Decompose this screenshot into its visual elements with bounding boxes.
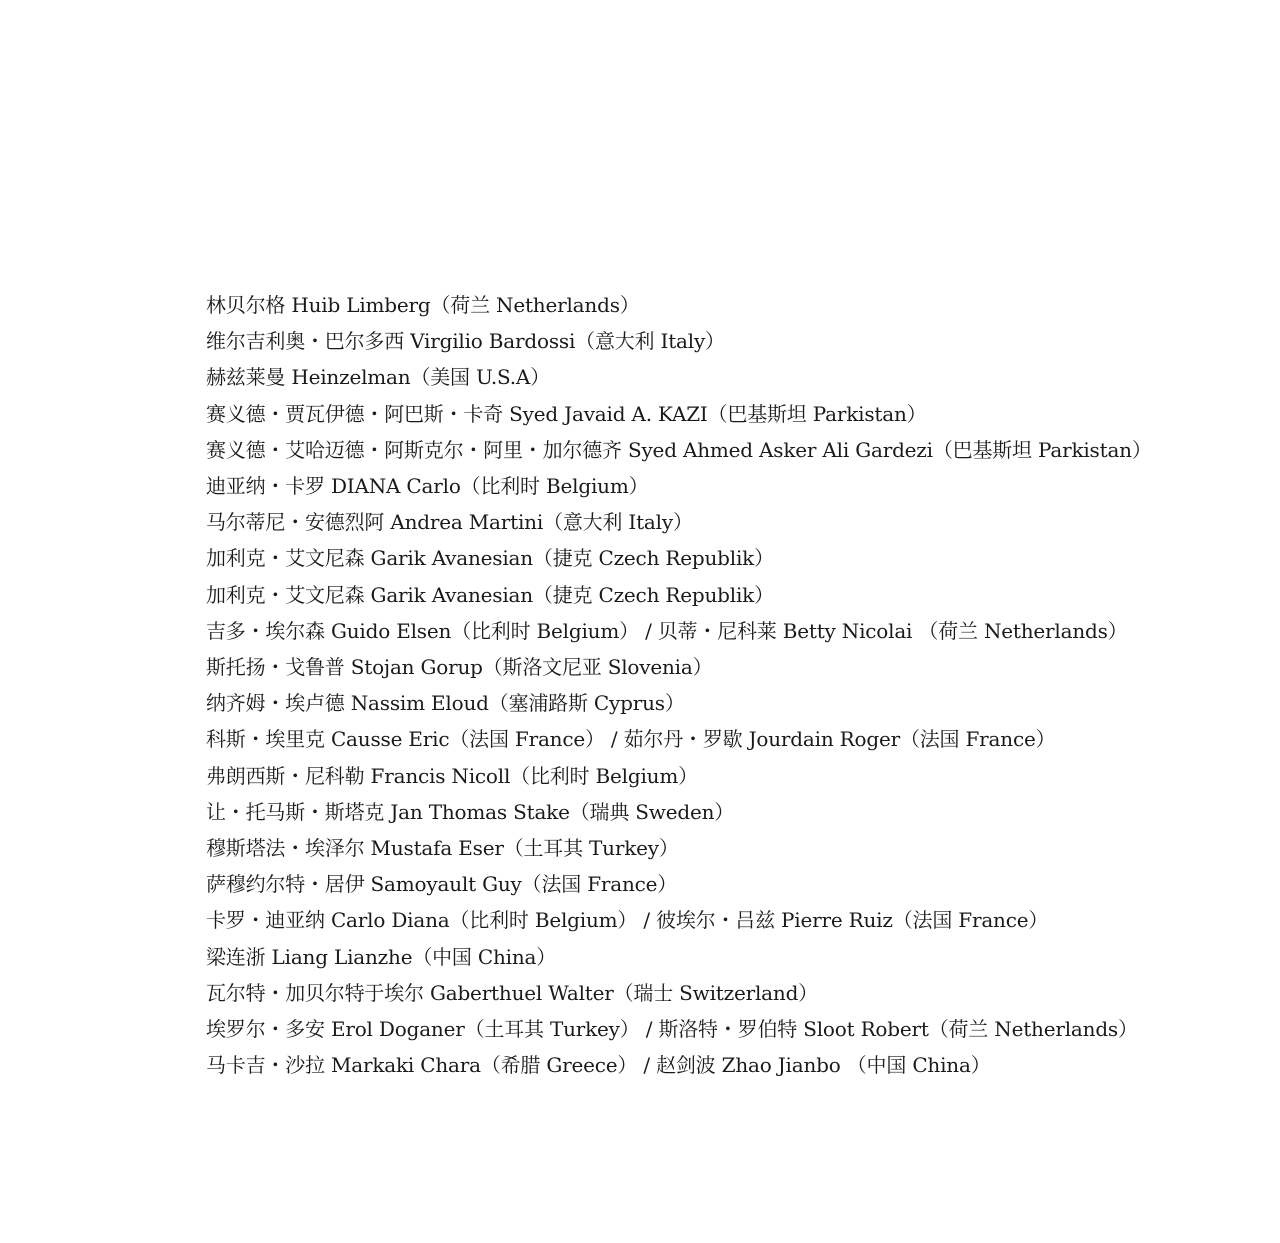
list-item: 科斯・埃里克 Causse Eric（法国 France） / 茹尔丹・罗歇 Jourdain Roger（法国 France） [206, 727, 1056, 752]
list-item: 纳齐姆・埃卢德 Nassim Eloud（塞浦路斯 Cyprus） [206, 691, 685, 716]
list-item: 马卡吉・沙拉 Markaki Chara（希腊 Greece） / 赵剑波 Zhao Jianbo （中国 China） [206, 1053, 991, 1078]
list-item: 赛义德・贾瓦伊德・阿巴斯・卡奇 Syed Javaid A. KAZI（巴基斯坦 Parkistan） [206, 401, 927, 426]
list-item: 斯托扬・戈鲁普 Stojan Gorup（斯洛文尼亚 Slovenia） [206, 655, 713, 680]
list-item: 埃罗尔・多安 Erol Doganer（土耳其 Turkey） / 斯洛特・罗伯特 Sloot Robert（荷兰 Netherlands） [206, 1017, 1138, 1042]
list-item: 维尔吉利奥・巴尔多西 Virgilio Bardossi（意大利 Italy） [206, 329, 725, 354]
list-item: 萨穆约尔特・居伊 Samoyault Guy（法国 France） [206, 872, 678, 897]
list-item: 卡罗・迪亚纳 Carlo Diana（比利时 Belgium） / 彼埃尔・吕兹 Pierre Ruiz（法国 France） [206, 908, 1049, 933]
list-item: 赫兹莱曼 Heinzelman（美国 U.S.A） [206, 365, 550, 390]
list-item: 迪亚纳・卡罗 DIANA Carlo（比利时 Belgium） [206, 474, 649, 499]
list-item: 穆斯塔法・埃泽尔 Mustafa Eser（土耳其 Turkey） [206, 836, 679, 861]
list-item: 瓦尔特・加贝尔特于埃尔 Gaberthuel Walter（瑞士 Switzerland） [206, 980, 818, 1005]
list-item: 林贝尔格 Huib Limberg（荷兰 Netherlands） [206, 293, 640, 317]
list-item: 加利克・艾文尼森 Garik Avanesian（捷克 Czech Republik） [206, 546, 774, 571]
list-item: 让・托马斯・斯塔克 Jan Thomas Stake（瑞典 Sweden） [206, 799, 735, 824]
list-item: 马尔蒂尼・安德烈阿 Andrea Martini（意大利 Italy） [206, 510, 693, 535]
list-item: 弗朗西斯・尼科勒 Francis Nicoll（比利时 Belgium） [206, 763, 698, 788]
list-item: 赛义德・艾哈迈德・阿斯克尔・阿里・加尔德齐 Syed Ahmed Asker Ali Gardezi（巴基斯坦 Parkistan） [206, 437, 1152, 462]
participant-name-list [206, 287, 1266, 1083]
list-item: 加利克・艾文尼森 Garik Avanesian（捷克 Czech Republik） [206, 582, 774, 607]
list-item: 梁连浙 Liang Lianzhe（中国 China） [206, 944, 557, 969]
list-item: 吉多・埃尔森 Guido Elsen（比利时 Belgium） / 贝蒂・尼科莱 Betty Nicolai （荷兰 Netherlands） [206, 618, 1128, 643]
